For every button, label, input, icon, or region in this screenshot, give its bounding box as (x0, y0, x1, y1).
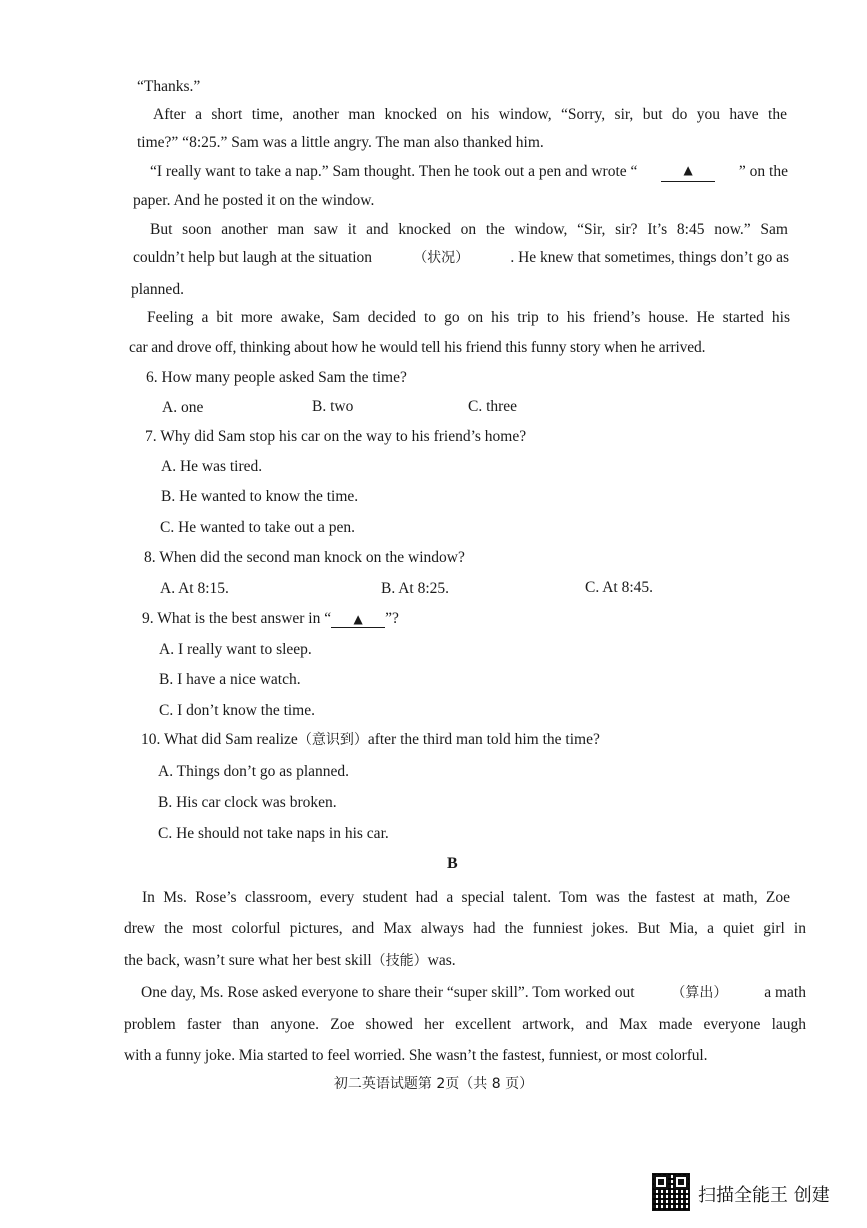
scanner-watermark: 扫描全能王 创建 (698, 1185, 830, 1206)
question-text: 9. What is the best answer in “ (142, 610, 332, 627)
chinese-gloss: （技能） (371, 953, 428, 969)
question-stem (142, 609, 399, 629)
triangle-icon: ▲ (353, 612, 363, 626)
passage-text: couldn’t help but laugh at the situation (133, 249, 373, 266)
option-c: C. three (468, 398, 518, 415)
option-c: C. I don’t know the time. (159, 702, 315, 719)
chinese-gloss: （意识到） (297, 732, 368, 748)
option-b: B. He wanted to know the time. (161, 488, 359, 505)
question-stem: 8. When did the second man knock on the window? (144, 549, 465, 566)
answer-blank (331, 611, 385, 628)
passage-line: with a funny joke. Mia started to feel worried. She wasn’t the fastest, funniest, or most colorful. (124, 1047, 708, 1064)
answer-blank (661, 162, 715, 182)
passage-line: After a short time, another man knocked on his window, “Sorry, sir, but do you have the (153, 106, 787, 123)
triangle-icon: ▲ (683, 163, 693, 177)
section-title: B (447, 855, 458, 872)
chinese-gloss: （算出） (671, 985, 728, 1001)
option-c: C. He should not take naps in his car. (158, 825, 389, 842)
passage-text: “I really want to take a nap.” Sam thought. Then he took out a pen and wrote “ (150, 163, 638, 180)
passage-line (133, 248, 789, 268)
passage-line: car and drove off, thinking about how he would tell his friend this funny story when he arrived. (129, 339, 706, 356)
passage-text: was. (427, 952, 456, 969)
passage-line: In Ms. Rose’s classroom, every student had a special talent. Tom was the fastest at math, Zoe (142, 889, 790, 906)
question-text: 10. What did Sam realize (141, 731, 298, 748)
passage-line: But soon another man saw it and knocked on the window, “Sir, sir? It’s 8:45 now.” Sam (150, 221, 788, 238)
passage-line: problem faster than anyone. Zoe showed her excellent artwork, and Max made everyone laugh (124, 1016, 806, 1033)
option-a: A. one (162, 399, 204, 416)
option-a: A. At 8:15. (160, 580, 229, 597)
option-b: B. two (312, 398, 354, 415)
question-text: ”? (385, 610, 399, 627)
qr-code-icon (652, 1173, 690, 1211)
passage-text: the back, wasn’t sure what her best skill (124, 952, 372, 969)
passage-text: a math (764, 984, 806, 1001)
option-a: A. I really want to sleep. (159, 641, 312, 658)
question-stem (141, 730, 600, 750)
option-c: C. At 8:45. (585, 579, 654, 596)
passage-line (124, 951, 456, 971)
option-b: B. I have a nice watch. (159, 671, 301, 688)
passage-line: “Thanks.” (137, 78, 201, 95)
option-a: A. He was tired. (161, 458, 263, 475)
page-footer: 初二英语试题第 2页（共 8 页） (333, 1076, 534, 1092)
passage-line: planned. (131, 281, 184, 298)
passage-line (141, 983, 806, 1003)
chinese-gloss: （状况） (413, 250, 470, 266)
question-stem: 7. Why did Sam stop his car on the way to his friend’s home? (145, 428, 527, 445)
question-text: after the third man told him the time? (367, 731, 600, 748)
passage-text: One day, Ms. Rose asked everyone to share their “super skill”. Tom worked out (141, 984, 635, 1001)
passage-line: paper. And he posted it on the window. (133, 192, 375, 209)
passage-line (150, 162, 788, 182)
option-a: A. Things don’t go as planned. (158, 763, 350, 780)
option-c: C. He wanted to take out a pen. (160, 519, 355, 536)
question-stem: 6. How many people asked Sam the time? (146, 369, 407, 386)
option-b: B. His car clock was broken. (158, 794, 337, 811)
passage-line: drew the most colorful pictures, and Max always had the funniest jokes. But Mia, a quiet girl in (124, 920, 806, 937)
option-b: B. At 8:25. (381, 580, 450, 597)
passage-text: ” on the (738, 163, 788, 180)
passage-line: Feeling a bit more awake, Sam decided to go on his trip to his friend’s house. He started his (147, 309, 790, 326)
passage-text: . He knew that sometimes, things don’t go as (510, 249, 789, 266)
passage-line: time?” “8:25.” Sam was a little angry. The man also thanked him. (137, 134, 544, 151)
